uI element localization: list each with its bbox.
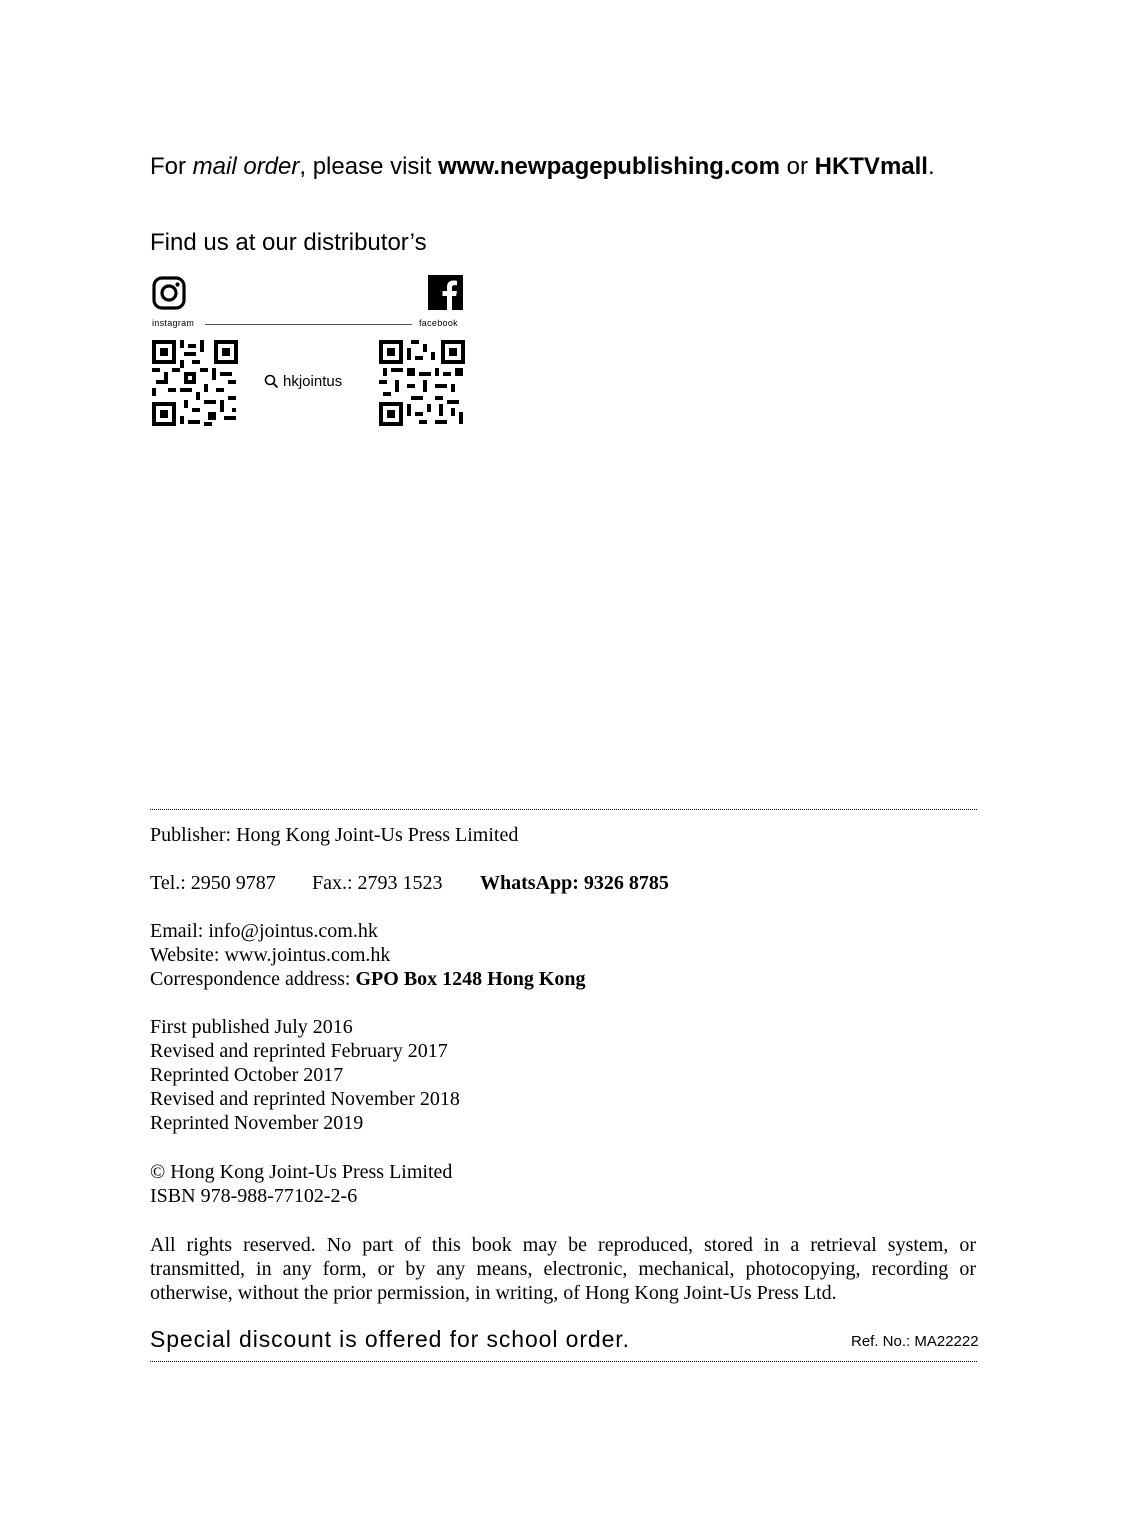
find-us-heading: Find us at our distributor’s — [150, 229, 427, 256]
mail-order-middle: , please visit — [299, 153, 439, 180]
reference-number: Ref. No.: MA22222 — [851, 1333, 979, 1350]
instagram-label: instagram — [152, 318, 195, 328]
handle-text: hkjointus — [283, 373, 343, 390]
facebook-qr-code[interactable] — [379, 340, 465, 426]
bottom-divider — [150, 1361, 977, 1362]
history-line: Revised and reprinted February 2017 — [150, 1040, 448, 1062]
copyright-line: © Hong Kong Joint-Us Press Limited — [150, 1161, 453, 1183]
mail-order-line — [150, 153, 935, 181]
instagram-qr-code[interactable] — [152, 340, 238, 426]
facebook-icon[interactable] — [428, 275, 463, 310]
contact-row — [150, 871, 669, 895]
website-link[interactable]: www.newpagepublishing.com — [438, 153, 780, 180]
address-label: Correspondence address: — [150, 968, 356, 990]
mail-order-italic: mail order — [192, 153, 300, 180]
address-line — [150, 967, 586, 991]
history-line: Revised and reprinted November 2018 — [150, 1088, 460, 1110]
website-line: Website: www.jointus.com.hk — [150, 944, 391, 966]
mail-order-or: or — [779, 153, 815, 180]
history-line: First published July 2016 — [150, 1016, 353, 1038]
social-divider — [205, 324, 412, 325]
store-link[interactable]: HKTVmall — [814, 153, 928, 180]
whatsapp-number: WhatsApp: 9326 8785 — [480, 872, 669, 894]
mail-order-prefix: For — [150, 153, 193, 180]
fax-number: Fax.: 2793 1523 — [312, 872, 443, 894]
search-icon — [264, 374, 279, 389]
rights-statement: All rights reserved. No part of this book may be reproduced, stored in a retrieval system, or transmitted, in any form, or by any means, electronic, mechanical, photocopying, recording or otherwise, without the prior permission, in writing, of Hong Kong Joint-Us Press Ltd. — [150, 1234, 976, 1304]
history-line: Reprinted November 2019 — [150, 1112, 364, 1134]
top-divider — [150, 809, 977, 810]
facebook-label: facebook — [419, 318, 458, 328]
address-value: GPO Box 1248 Hong Kong — [355, 968, 586, 990]
special-discount-notice: Special discount is offered for school order. — [150, 1326, 630, 1352]
history-line: Reprinted October 2017 — [150, 1064, 344, 1086]
social-handle — [264, 373, 342, 390]
mail-order-end: . — [927, 153, 935, 180]
email-line: Email: info@jointus.com.hk — [150, 920, 378, 942]
publisher-line: Publisher: Hong Kong Joint-Us Press Limited — [150, 824, 519, 846]
tel-number: Tel.: 2950 9787 — [150, 872, 276, 894]
instagram-icon[interactable] — [152, 276, 186, 310]
social-block — [150, 272, 468, 428]
isbn-line: ISBN 978-988-77102-2-6 — [150, 1185, 358, 1207]
